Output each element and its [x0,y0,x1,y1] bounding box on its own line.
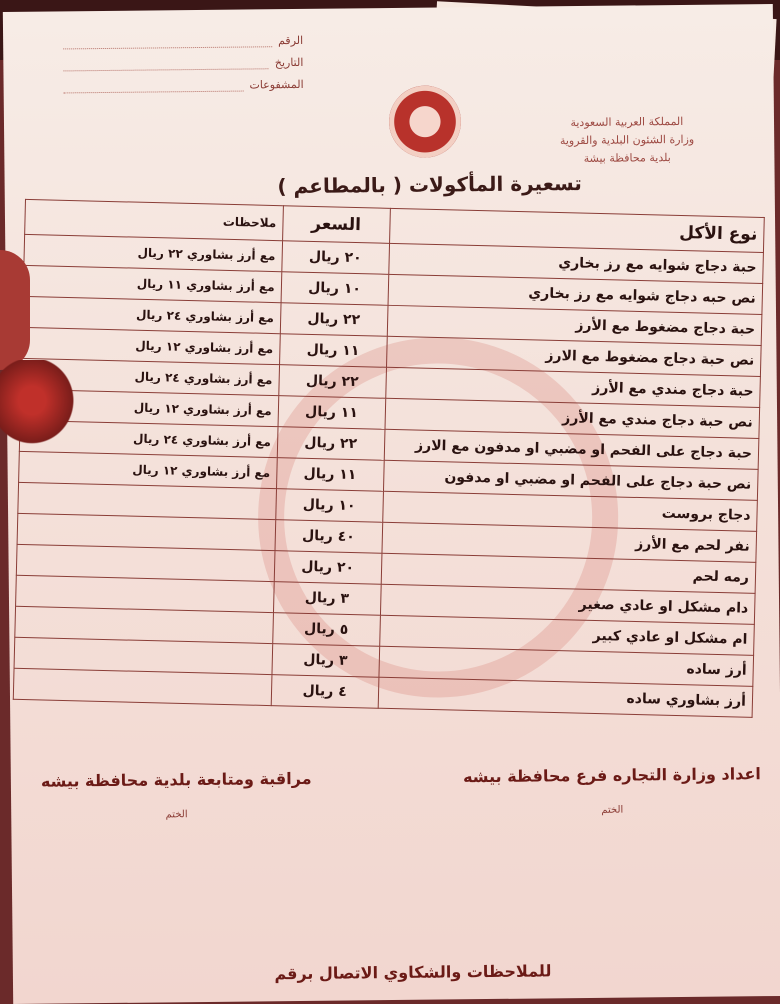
price-cell: ٢٢ ريال [277,427,384,461]
stamp-label-left: الختم [601,804,624,816]
authority-header [560,113,695,168]
column-header-notes: ملاحظات [25,199,284,240]
column-header-item: نوع الأكل [389,208,764,252]
note-cell: مع أرز بشاوري ١٢ ريال [22,327,280,364]
document-title: تسعيرة المأكولات ( بالمطاعم ) [277,171,582,199]
note-cell: مع أرز بشاوري ٢٤ ريال [19,420,277,457]
date-label: التاريخ [274,55,304,69]
price-cell: ٣ ريال [272,644,379,678]
item-cell: دجاج بروست [382,491,757,531]
date-field [63,51,303,76]
attachments-field [63,73,303,98]
column-header-price: السعر [282,206,390,244]
item-cell: رمه لحم [381,553,756,593]
price-cell: ٤٠ ريال [275,520,382,554]
thumb [0,360,80,450]
price-cell: ٢٢ ريال [280,303,387,337]
number-field [63,29,303,54]
item-cell: نص حبة دجاج مندي مع الأرز [384,398,759,438]
note-cell: مع أرز بشاوري ١٢ ريال [20,389,278,426]
item-cell: نص حبة دجاج مضغوط مع الارز [386,336,761,376]
price-cell: ١٠ ريال [281,272,388,306]
price-cell: ١٠ ريال [275,489,382,523]
item-cell: نفر لحم مع الأرز [381,522,756,562]
contact-note: للملاحظات والشكاوي الاتصال برقم [274,961,552,984]
attachments-line [64,78,244,93]
item-cell: نص حبة دجاج على الفحم او مضبي او مدفون [383,460,758,500]
note-cell: مع أرز بشاوري ١١ ريال [23,265,281,302]
finger [0,250,30,370]
price-table [13,199,765,718]
price-cell: ١١ ريال [276,458,383,492]
prepared-by-block [463,764,761,817]
note-cell: مع أرز بشاوري ٢٤ ريال [21,358,279,395]
authority-line-1: المملكة العربية السعودية [570,114,684,130]
price-cell: ٢٠ ريال [282,241,389,275]
item-cell: حبة دجاج شوايه مع رز بخاري [388,243,763,283]
number-label: الرقم [278,33,304,47]
item-cell: حبة دجاج مضغوط مع الأرز [387,305,762,345]
item-cell: حبة دجاج على الفحم او مضبي او مدفون مع الارز [384,429,759,469]
municipality-logo [389,85,462,158]
price-cell: ١١ ريال [278,396,385,430]
item-cell: حبة دجاج مندي مع الأرز [385,367,760,407]
price-cell: ٢٢ ريال [279,365,386,399]
authority-line-2: وزارة الشئون البلدية والقروية [559,132,695,148]
footer-signatures [41,764,761,822]
item-cell: أرز ساده [378,646,753,686]
price-cell: ٢٠ ريال [274,551,381,585]
header-fields [63,29,304,98]
number-line [63,34,272,49]
note-cell: مع أرز بشاوري ٢٢ ريال [24,234,282,271]
price-cell: ١١ ريال [279,334,386,368]
item-cell: نص حبه دجاج شوايه مع رز بخاري [388,274,763,314]
authority-line-3: بلدية محافظة بيشة [583,151,671,165]
note-cell [13,668,271,705]
price-cell: ٣ ريال [273,582,380,616]
item-cell: أرز بشاوري ساده [378,677,753,717]
supervised-by-text: مراقبة ومتابعة بلدية محافظة بيشه [40,768,312,791]
price-cell: ٥ ريال [272,613,379,647]
prepared-by-text: اعداد وزارة التجاره فرع محافظة بيشه [462,764,761,787]
price-list-document [3,4,780,1004]
date-line [63,56,269,71]
attachments-label: المشفوعات [249,77,304,91]
item-cell: ام مشكل او عادي كبير [379,615,754,655]
price-cell: ٤ ريال [271,675,378,709]
item-cell: دام مشكل او عادي صغير [380,584,755,624]
note-cell: مع أرز بشاوري ١٢ ريال [19,451,277,488]
note-cell: مع أرز بشاوري ٢٤ ريال [22,296,280,333]
supervised-by-block [41,769,312,822]
stamp-label-right: الختم [165,809,188,821]
